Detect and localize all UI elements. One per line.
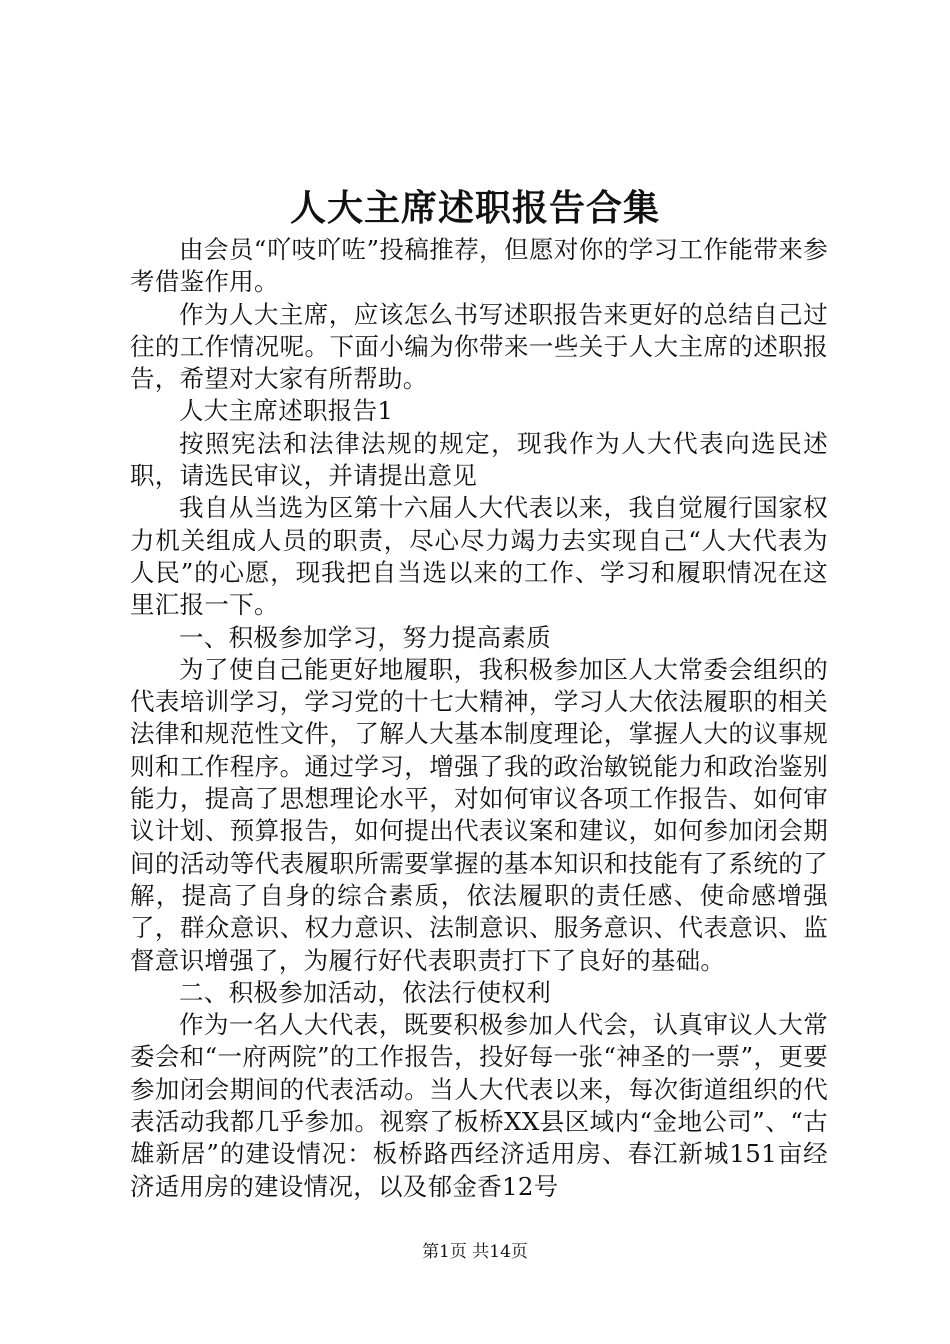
paragraph-intro: 由会员“吖吱吖咗”投稿推荐，但愿对你的学习工作能带来参考借鉴作用。 [130, 235, 828, 297]
paragraph-overview: 我自从当选为区第十六届人大代表以来，我自觉履行国家权力机关组成人员的职责，尽心尽力竭力去实现自己“人大代表为人民”的心愿，现我把自当选以来的工作、学习和履职情况在这里汇报一下。 [130, 493, 828, 620]
document-body [130, 234, 828, 1203]
section-heading-learning: 一、积极参加学习，努力提高素质 [179, 622, 551, 652]
page-footer: 第1页 共14页 [422, 1242, 528, 1262]
document-title: 人大主席述职报告合集 [289, 187, 660, 229]
section-heading-report-1: 人大主席述职报告1 [179, 396, 394, 426]
paragraph-opening: 按照宪法和法律法规的规定，现我作为人大代表向选民述职，请选民审议，并请提出意见 [130, 428, 828, 491]
section-heading-activities: 二、积极参加活动，依法行使权利 [179, 977, 551, 1007]
paragraph-learning: 为了使自己能更好地履职，我积极参加区人大常委会组织的代表培训学习，学习党的十七大精神，学习人大依法履职的相关法律和规范性文件，了解人大基本制度理论，掌握人大的议事规则和工作程序。通过学习，增强了我的政治敏锐能力和政治鉴别能力，提高了思想理论水平，对如何审议各项工作报告、如何审议计划、预算报告，如何提出代表议案和建议，如何参加闭会期间的活动等代表履职所需要掌握的基本知识和技能有了系统的了解，提高了自身的综合素质，依法履职的责任感、使命感增强了，群众意识、权力意识、法制意识、服务意识、代表意识、监督意识增强了，为履行好代表职责打下了良好的基础。 [130, 654, 828, 975]
paragraph-activities: 作为一名人大代表，既要积极参加人代会，认真审议人大常委会和“一府两院”的工作报告，投好每一张“神圣的一票”，更要参加闭会期间的代表活动。当人大代表以来，每次街道组织的代表活动我都几乎参加。视察了板桥XX县区域内“金地公司”、“古雄新居”的建设情况：板桥路西经济适用房、春江新城151亩经济适用房的建设情况，以及郁金香12号 [130, 1010, 828, 1201]
paragraph-preface: 作为人大主席，应该怎么书写述职报告来更好的总结自己过往的工作情况呢。下面小编为你带来一些关于人大主席的述职报告，希望对大家有所帮助。 [130, 299, 828, 394]
